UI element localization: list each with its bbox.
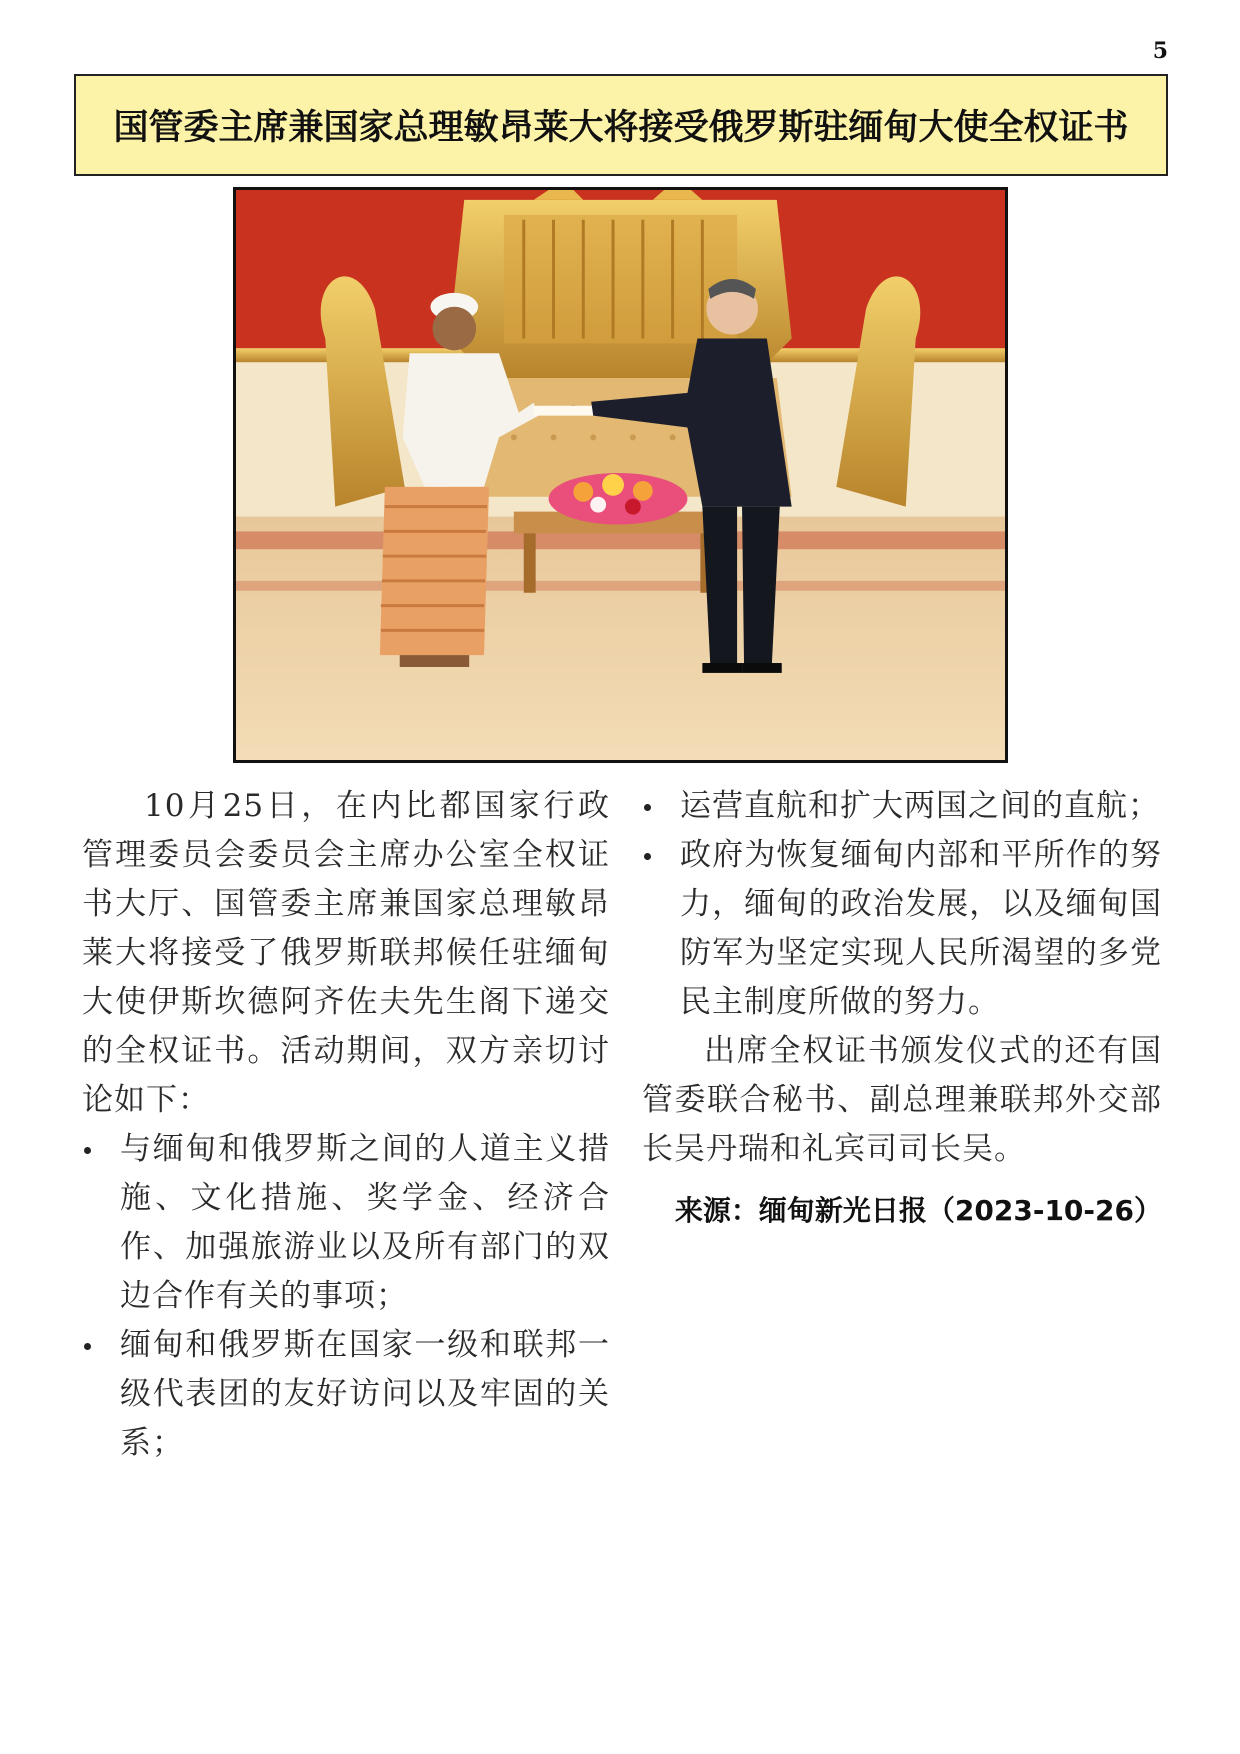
source-citation: 来源：缅甸新光日报（2023-10-26） xyxy=(674,1194,1162,1227)
page-number: 5 xyxy=(1152,38,1168,64)
discussion-list-right xyxy=(642,782,1162,1027)
carpet xyxy=(236,517,1005,760)
list-item: 政府为恢复缅甸内部和平所作的努力，缅甸的政治发展，以及缅甸国防军为坚定实现人民所渴望的多党民主制度所做的努力。 xyxy=(642,831,1162,1027)
discussion-list-left xyxy=(82,1125,610,1468)
photo-illustration xyxy=(236,190,1005,760)
article-right-column xyxy=(642,782,1162,1235)
ceremony-photo xyxy=(233,187,1008,763)
title-banner xyxy=(74,74,1168,176)
list-item: 运营直航和扩大两国之间的直航； xyxy=(642,782,1162,831)
list-item: 与缅甸和俄罗斯之间的人道主义措施、文化措施、奖学金、经济合作、加强旅游业以及所有部门的双边合作有关的事项； xyxy=(82,1125,610,1321)
article-left-column xyxy=(82,782,610,1468)
article-closing: 出席全权证书颁发仪式的还有国管委联合秘书、副总理兼联邦外交部长吴丹瑞和礼宾司司长吴。 xyxy=(642,1033,1162,1167)
list-item: 缅甸和俄罗斯在国家一级和联邦一级代表团的友好访问以及牢固的关系； xyxy=(82,1321,610,1468)
credentials-document xyxy=(534,406,594,416)
article-intro: 10月25日，在内比都国家行政管理委员会委员会主席办公室全权证书大厅、国管委主席兼国家总理敏昂莱大将接受了俄罗斯联邦候任驻缅甸大使伊斯坎德阿齐佐夫先生阁下递交的全权证书。活动期间，双方亲切讨论如下： xyxy=(82,788,610,1118)
page-title: 国管委主席兼国家总理敏昂莱大将接受俄罗斯驻缅甸大使全权证书 xyxy=(113,108,1129,148)
